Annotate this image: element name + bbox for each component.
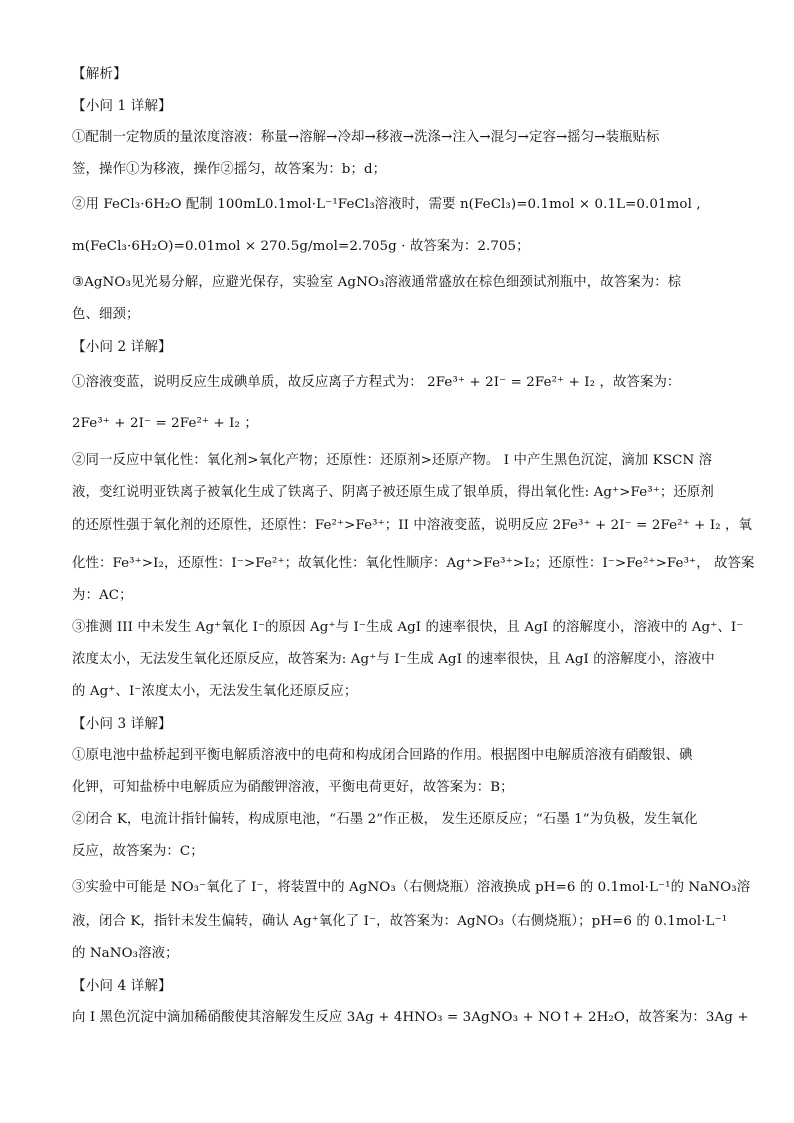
section-3-line: 的 NaNO₃溶液； (72, 946, 179, 961)
section-1-line: ③AgNO₃见光易分解，应避光保存，实验室 AgNO₃溶液通常盛放在棕色细颈试剂瓶中，故答案为：棕 (72, 275, 682, 290)
section-3-line: ③实验中可能是 NO₃⁻氧化了 I⁻，将装置中的 AgNO₃（右侧烧瓶）溶液换成 pH=6 的 0.1mol·L⁻¹的 NaNO₃溶 (72, 880, 751, 895)
analysis-heading: 【解析】 (72, 66, 127, 82)
section-2-line: ③推测 III 中未发生 Ag⁺氧化 I⁻的原因 Ag⁺与 I⁻生成 AgI 的速率很快，且 AgI 的溶解度小，溶液中的 Ag⁺、I⁻ (72, 620, 744, 635)
section-2-line: 化性：Fe³⁺>I₂，还原性：I⁻>Fe²⁺；故氧化性：氧化性顺序：Ag⁺>Fe³⁺>I₂；还原性：I⁻>Fe²⁺>Fe³⁺， 故答案 (72, 556, 755, 571)
section-2-line: ②同一反应中氧化性：氧化剂>氧化产物；还原性：还原剂>还原产物。 I 中产生黑色沉淀，滴加 KSCN 溶 (72, 453, 713, 468)
section-2-line: 浓度太小，无法发生氧化还原反应，故答案为: Ag⁺与 I⁻生成 AgI 的速率很快，且 AgI 的溶解度小，溶液中 (72, 652, 715, 667)
section-3-line: 化钾，可知盐桥中电解质应为硝酸钾溶液，平衡电荷更好，故答案为：B； (72, 780, 514, 795)
section-2-line: 2Fe³⁺ + 2I⁻ = 2Fe²⁺ + I₂ ； (72, 416, 258, 431)
section-2-title: 【小问 2 详解】 (72, 339, 172, 355)
section-1-line: ②用 FeCl₃·6H₂O 配制 100mL0.1mol·L⁻¹FeCl₃溶液时，需要 n(FeCl₃)=0.1mol × 0.1L=0.01mol , (72, 197, 701, 212)
section-2-line: 为：AC； (72, 588, 133, 603)
section-3-line: ②闭合 K，电流计指针偏转，构成原电池，“石墨 2”作正极， 发生还原反应；“石墨 1”为负极，发生氧化 (72, 812, 698, 827)
section-2-line: 液，变红说明亚铁离子被氧化生成了铁离子、阴离子被还原生成了银单质，得出氧化性: Ag⁺>Fe³⁺；还原剂 (72, 485, 714, 500)
section-1-line: ①配制一定物质的量浓度溶液：称量→溶解→冷却→移液→洗涤→注入→混匀→定容→摇匀→装瓶贴标 (72, 130, 660, 145)
section-2-line: 的 Ag⁺、I⁻浓度太小，无法发生氧化还原反应； (72, 684, 358, 699)
section-3-title: 【小问 3 详解】 (72, 716, 172, 732)
section-2-line: ①溶液变蓝，说明反应生成碘单质，故反应离子方程式为： 2Fe³⁺ + 2I⁻ = 2Fe²⁺ + I₂ ，故答案为： (72, 375, 681, 390)
section-4-line: 向 I 黑色沉淀中滴加稀硝酸使其溶解发生反应 3Ag + 4HNO₃ = 3AgNO₃ + NO↑+ 2H₂O，故答案为：3Ag + (72, 1010, 749, 1025)
section-4-title: 【小问 4 详解】 (72, 978, 172, 994)
section-3-line: ①原电池中盐桥起到平衡电解质溶液中的电荷和构成闭合回路的作用。根据图中电解质溶液有硝酸银、碘 (72, 748, 693, 763)
section-3-line: 液，闭合 K，指针未发生偏转，确认 Ag⁺氧化了 I⁻，故答案为：AgNO₃（右侧烧瓶）；pH=6 的 0.1mol·L⁻¹ (72, 914, 728, 929)
section-1-line: m(FeCl₃·6H₂O)=0.01mol × 270.5g/mol=2.705g · 故答案为：2.705； (72, 239, 530, 254)
section-3-line: 反应，故答案为：C； (72, 844, 204, 859)
section-1-title: 【小问 1 详解】 (72, 98, 172, 114)
section-2-line: 的还原性强于氧化剂的还原性，还原性：Fe²⁺>Fe³⁺；II 中溶液变蓝，说明反应 2Fe³⁺ + 2I⁻ = 2Fe²⁺ + I₂ ，氧 (72, 518, 753, 533)
section-1-line: 色、细颈； (72, 307, 140, 322)
section-1-line: 签，操作①为移液，操作②摇匀，故答案为：b；d； (72, 162, 387, 177)
